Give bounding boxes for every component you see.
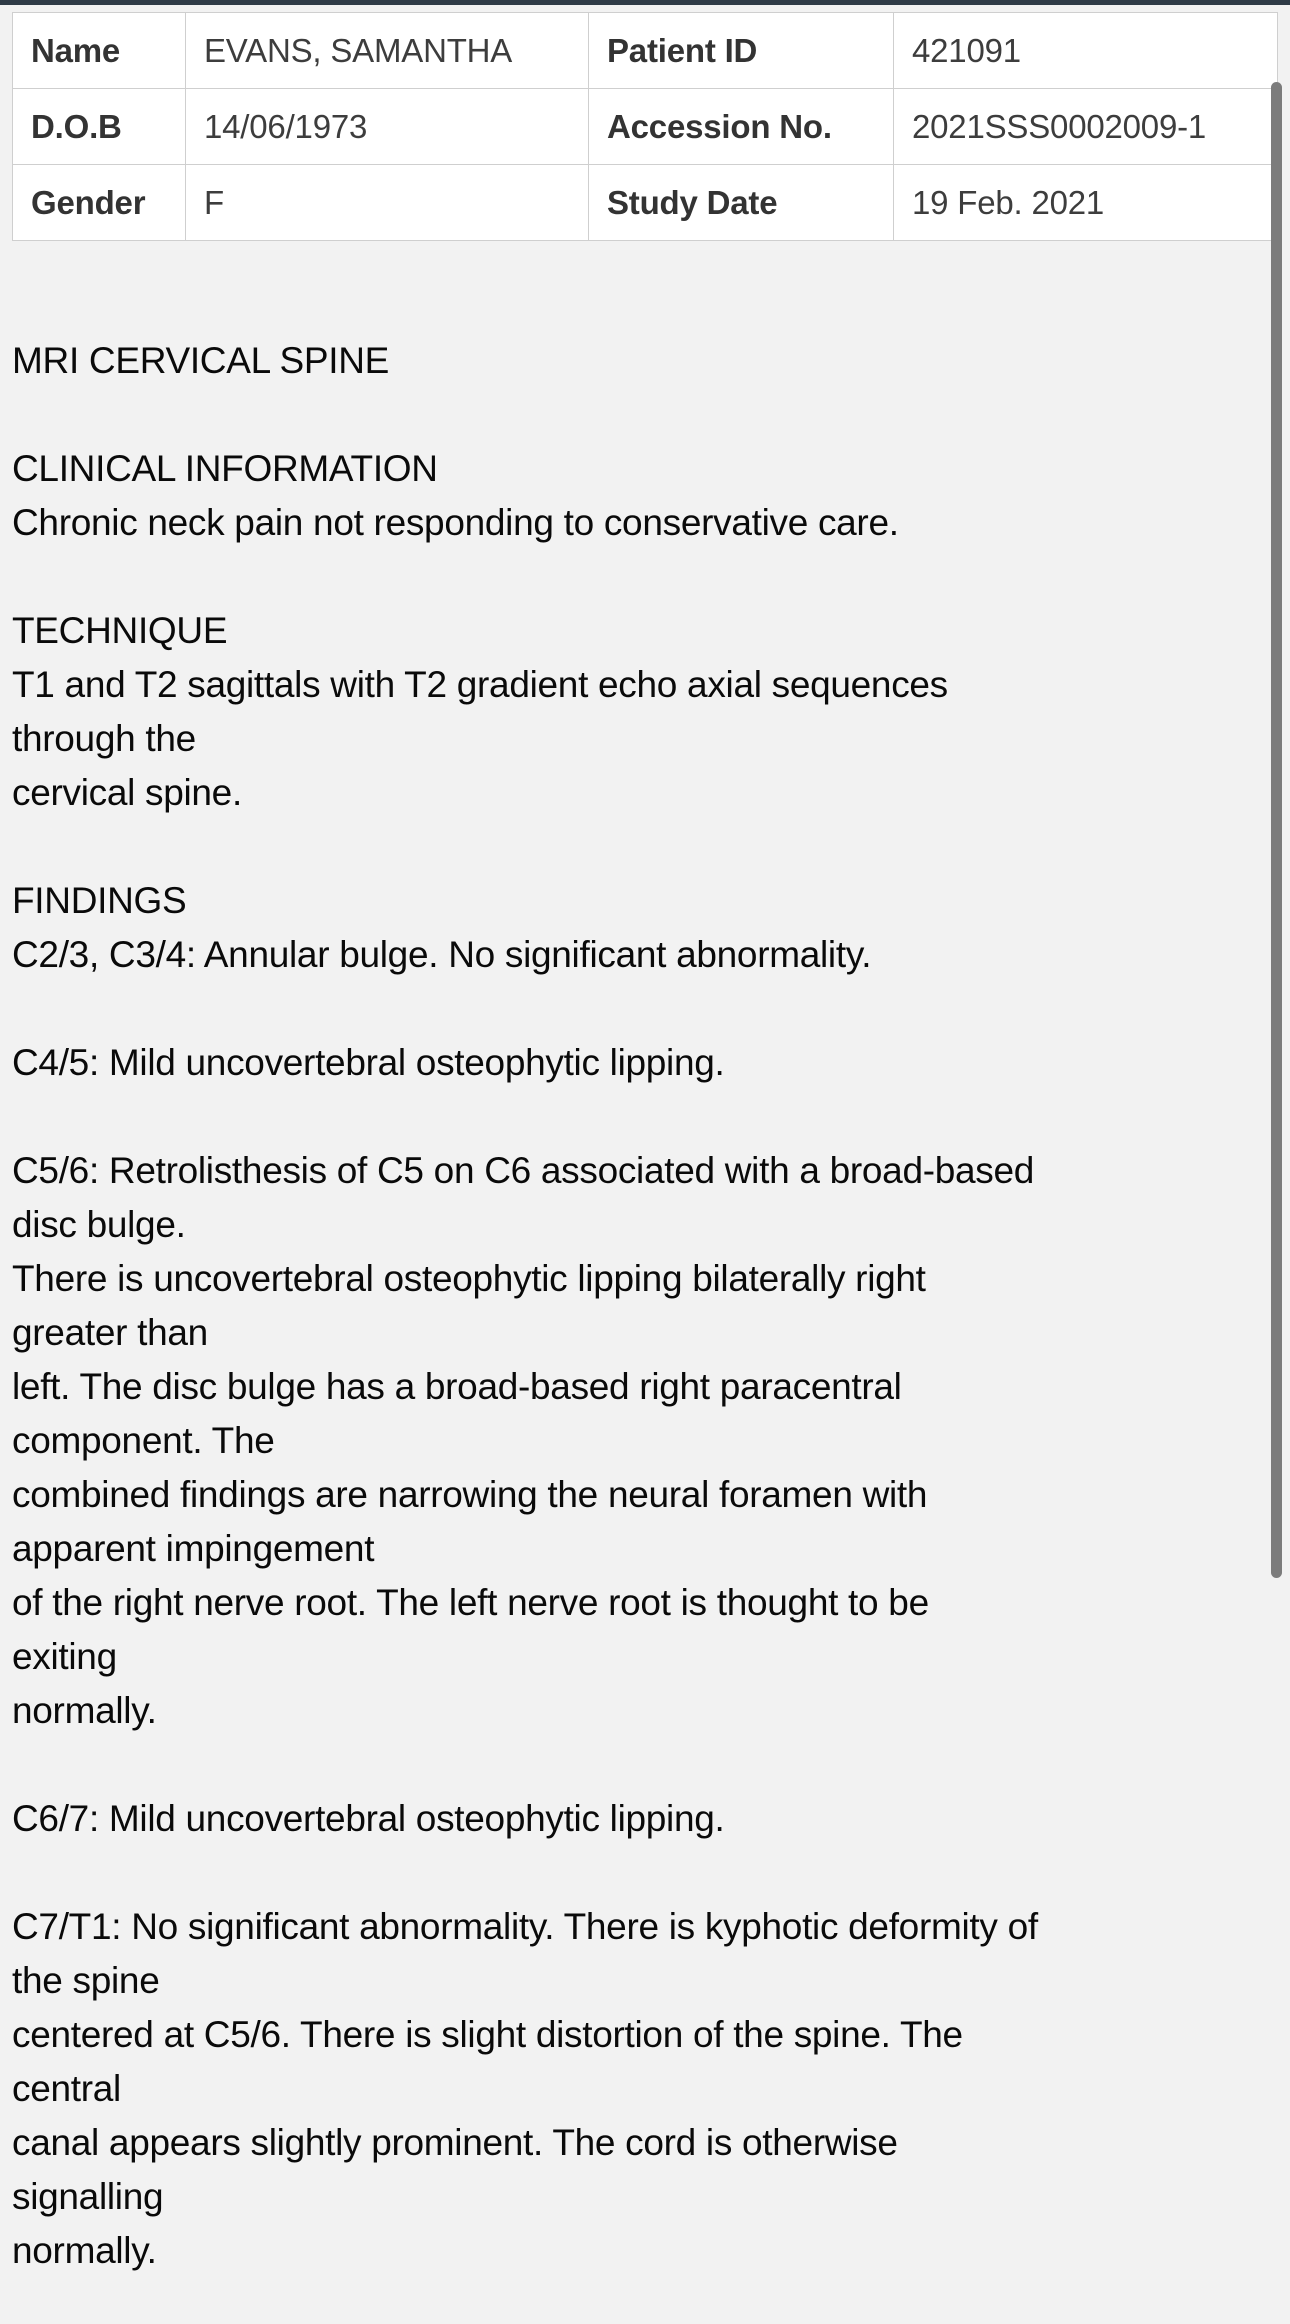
report-line bbox=[12, 388, 1274, 442]
report-line: combined findings are narrowing the neural foramen with bbox=[12, 1474, 928, 1515]
report-line: signalling bbox=[12, 2176, 164, 2217]
gender-label: Gender bbox=[13, 165, 186, 241]
report-line bbox=[12, 1846, 1274, 1900]
scrollbar-thumb[interactable] bbox=[1271, 82, 1282, 1578]
report-line: greater than bbox=[12, 1312, 208, 1353]
report-line: disc bulge. bbox=[12, 1204, 186, 1245]
accession-label: Accession No. bbox=[589, 89, 894, 165]
report-line: C6/7: Mild uncovertebral osteophytic lipping. bbox=[12, 1798, 725, 1839]
report-line bbox=[12, 982, 1274, 1036]
report-line: FINDINGS bbox=[12, 880, 187, 921]
report-line: through the bbox=[12, 718, 196, 759]
patient-id-value: 421091 bbox=[894, 13, 1278, 89]
study-date-label: Study Date bbox=[589, 165, 894, 241]
report-line bbox=[12, 1090, 1274, 1144]
study-date-value: 19 Feb. 2021 bbox=[894, 165, 1278, 241]
report-line: left. The disc bulge has a broad-based right paracentral bbox=[12, 1366, 902, 1407]
report-line bbox=[12, 820, 1274, 874]
report-line: C2/3, C3/4: Annular bulge. No significant abnormality. bbox=[12, 934, 872, 975]
table-row bbox=[13, 165, 1278, 241]
report-line: of the right nerve root. The left nerve root is thought to be bbox=[12, 1582, 929, 1623]
report-line: C4/5: Mild uncovertebral osteophytic lipping. bbox=[12, 1042, 725, 1083]
report-line: exiting bbox=[12, 1636, 117, 1677]
report-line: centered at C5/6. There is slight distortion of the spine. The bbox=[12, 2014, 963, 2055]
report-line: TECHNIQUE bbox=[12, 610, 228, 651]
report-line: the spine bbox=[12, 1960, 160, 2001]
report-line: C5/6: Retrolisthesis of C5 on C6 associated with a broad-based bbox=[12, 1150, 1035, 1191]
report-line bbox=[12, 1738, 1274, 1792]
patient-info-table bbox=[12, 12, 1278, 241]
report-line: central bbox=[12, 2068, 121, 2109]
report-line: apparent impingement bbox=[12, 1528, 375, 1569]
name-label: Name bbox=[13, 13, 186, 89]
report-line: cervical spine. bbox=[12, 772, 242, 813]
gender-value: F bbox=[186, 165, 589, 241]
top-status-bar bbox=[0, 0, 1290, 5]
report-line bbox=[12, 550, 1274, 604]
report-line: T1 and T2 sagittals with T2 gradient echo axial sequences bbox=[12, 664, 948, 705]
report-line: C7/T1: No significant abnormality. There is kyphotic deformity of bbox=[12, 1906, 1038, 1947]
report-line: CLINICAL INFORMATION bbox=[12, 448, 438, 489]
report-line: Chronic neck pain not responding to conservative care. bbox=[12, 502, 899, 543]
report-line: canal appears slightly prominent. The cord is otherwise bbox=[12, 2122, 898, 2163]
table-row bbox=[13, 13, 1278, 89]
dob-label: D.O.B bbox=[13, 89, 186, 165]
accession-value: 2021SSS0002009-1 bbox=[894, 89, 1278, 165]
report-line: component. The bbox=[12, 1420, 275, 1461]
dob-value: 14/06/1973 bbox=[186, 89, 589, 165]
patient-id-label: Patient ID bbox=[589, 13, 894, 89]
report-line: normally. bbox=[12, 2230, 157, 2271]
report-body bbox=[12, 334, 1274, 2278]
name-value: EVANS, SAMANTHA bbox=[186, 13, 589, 89]
report-line: MRI CERVICAL SPINE bbox=[12, 340, 390, 381]
report-line: normally. bbox=[12, 1690, 157, 1731]
report-line: There is uncovertebral osteophytic lipping bilaterally right bbox=[12, 1258, 926, 1299]
table-row bbox=[13, 89, 1278, 165]
